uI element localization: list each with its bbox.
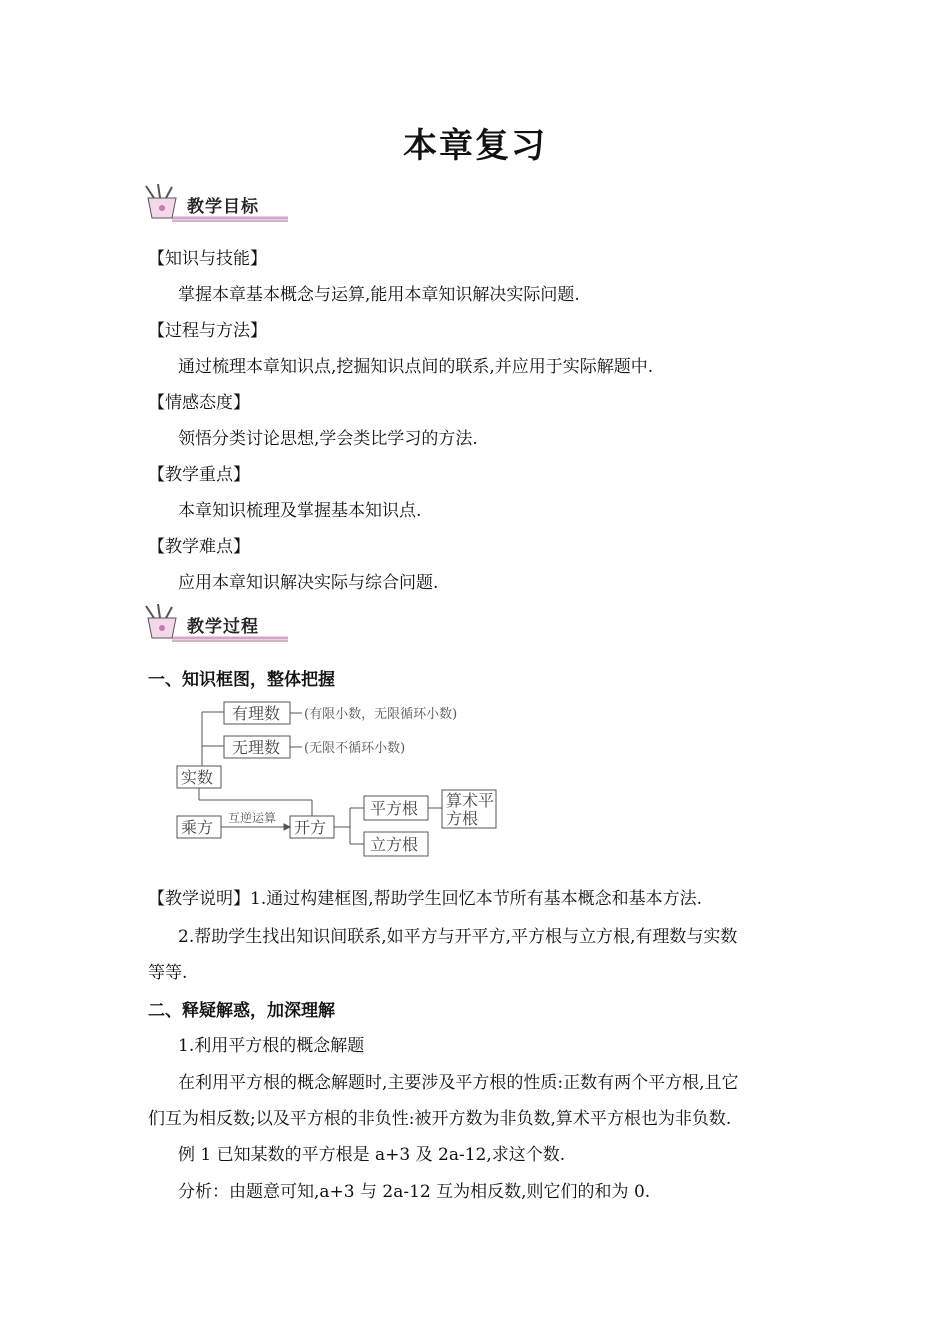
objective-text: 掌握本章基本概念与运算,能用本章知识解决实际问题. (178, 285, 580, 305)
analysis-text: 分析：由题意可知,a+3 与 2a-12 互为相反数,则它们的和为 0. (178, 1182, 651, 1202)
objective-text: 本章知识梳理及掌握基本知识点. (178, 501, 422, 521)
note-line: 等等. (148, 963, 188, 983)
page-title: 本章复习 (403, 126, 547, 166)
node-arith-line1: 算术平 (446, 791, 495, 810)
objective-text: 领悟分类讨论思想,学会类比学习的方法. (178, 429, 478, 449)
note-line: 【教学说明】1.通过构建框图,帮助学生回忆本节所有基本概念和基本方法. (148, 889, 703, 909)
section-title: 教学目标 (187, 197, 259, 217)
label-inverse: 互逆运算 (228, 811, 277, 825)
sub-heading: 1.利用平方根的概念解题 (178, 1036, 365, 1056)
paragraph-line: 在利用平方根的概念解题时,主要涉及平方根的性质:正数有两个平方根,且它 (178, 1073, 739, 1093)
node-power: 乘方 (181, 818, 214, 837)
node-root: 开方 (294, 818, 327, 837)
section-banner-goals (142, 184, 292, 224)
knowledge-diagram (172, 696, 512, 864)
objective-heading: 【教学难点】 (148, 537, 250, 557)
objective-heading: 【情感态度】 (148, 393, 250, 413)
part1-heading: 一、知识框图，整体把握 (148, 670, 335, 690)
node-rational: 有理数 (232, 704, 281, 723)
section-title: 教学过程 (187, 617, 259, 637)
section-banner-process (142, 604, 292, 644)
node-cbrt: 立方根 (370, 835, 419, 854)
objective-text: 应用本章知识解决实际与综合问题. (178, 573, 439, 593)
objective-text: 通过梳理本章知识点,挖掘知识点间的联系,并应用于实际解题中. (178, 357, 654, 377)
objective-heading: 【教学重点】 (148, 465, 250, 485)
note-rational: (有限小数，无限循环小数) (304, 707, 458, 722)
node-sqrt: 平方根 (370, 799, 419, 818)
objective-heading: 【知识与技能】 (148, 249, 267, 269)
note-line: 2.帮助学生找出知识间联系,如平方与开平方,平方根与立方根,有理数与实数 (178, 927, 738, 947)
node-real: 实数 (181, 768, 214, 787)
paragraph-line: 们互为相反数;以及平方根的非负性:被开方数为非负数,算术平方根也为非负数. (148, 1109, 732, 1129)
node-irrational: 无理数 (232, 738, 281, 757)
part2-heading: 二、释疑解惑，加深理解 (148, 1001, 335, 1021)
note-irrational: (无限不循环小数) (304, 741, 406, 756)
node-arith-line2: 方根 (446, 809, 479, 828)
example-text: 例 1 已知某数的平方根是 a+3 及 2a-12,求这个数. (178, 1145, 566, 1165)
objective-heading: 【过程与方法】 (148, 321, 267, 341)
